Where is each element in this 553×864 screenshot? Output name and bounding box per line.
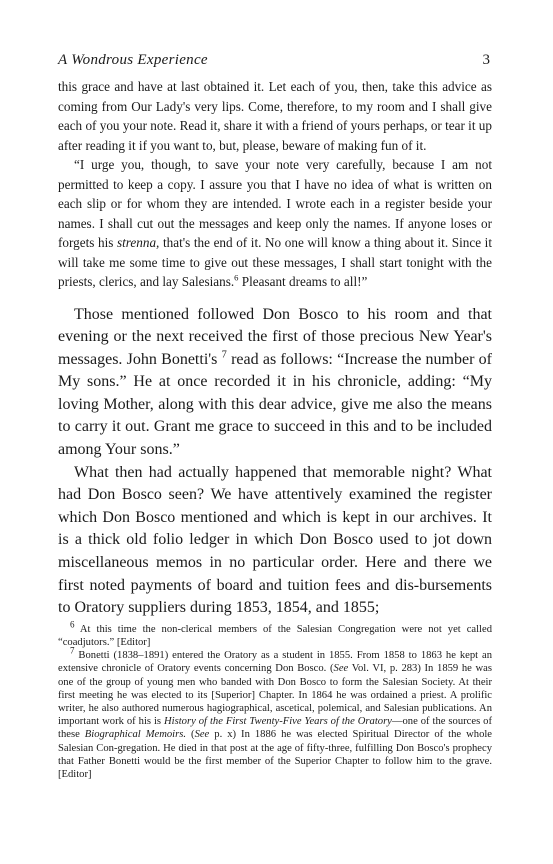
- paragraph-4: What then had actually happened that memorable night? What had Don Bosco seen? We have attentively examined the register which Don Bosco mentioned and which is kept in our archives. It is a thick old folio ledger in which Don Bosco used to jot down miscellaneous memos in no particular order. Here and there we first noted payments of board and tuition fees and dis-bursements to Oratory suppliers during 1853, 1854, and 1855;: [58, 463, 492, 617]
- running-title: A Wondrous Experience: [58, 52, 208, 68]
- book-title-history: History of the First Twenty-Five Years of the Oratory: [164, 716, 392, 728]
- paragraph-3: Those mentioned followed Don Bosco to his room and that evening or the next received the first of those precious New Year's messages. John Bonetti's $^7$ read as follows: “Increase the number of My sons.” He at once recorded it in his chronicle, adding: “My loving Mother, along with this dear advice, give me also the means to carry it out. Grant me grace to succeed in this and to be included among Your sons.”: [58, 305, 493, 459]
- footnote-7-mark: 7: [70, 645, 75, 656]
- narrative-block: [58, 304, 492, 620]
- footnote-7: $^7$ Bonetti (1838–1891) entered the Oratory as a student in 1855. From 1858 to 1863 he kept an extensive chronicle of Oratory events concerning Don Bosco. (See Vol. VI, p. 283) In 1859 he was one of the group of young men who banded with Don Bosco to form the Salesian Society. At their first meeting he was elected to its [Superior] Chapter. In 1864 he was ordained a priest. A prolific writer, he also authored numerous hagiographical, ascetical, polemical, and Salesian publications. An important work of his is History of the First Twenty-Five Years of the Oratory—one of the sources of these Biographical Memoirs. (See p. x) In 1886 he was elected Spiritual Director of the whole Salesian Con-gregation. He died in that post at the age of fifty-three, fulfilling Don Bosco's prophecy that Father Bonetti would be the first member of the Superior Chapter to follow him to the grave. [Editor]: [58, 645, 493, 781]
- footnote-6: $^6$ At this time the non-clerical members of the Salesian Congregation were not yet called “coadjutors.” [Editor]: [58, 619, 492, 649]
- running-head: [58, 52, 492, 69]
- paragraph-1: this grace and have at last obtained it. Let each of you, then, take this advice as coming from Our Lady's very lips. Come, therefore, to my room and I shall give each of you your note. Read it, share it with a friend of yours perhaps, or tear it up after reading it if you want to, but, please, beware of making fun of it.: [58, 79, 492, 153]
- quoted-speech-block: [58, 77, 492, 292]
- book-title-memoirs: Biographical Memoirs.: [84, 729, 187, 741]
- book-page: [58, 52, 492, 781]
- paragraph-2: “I urge you, though, to save your note very carefully, because I am not permitted to keep a copy. I assure you that I have no idea of what is written on each slip or for whom they are intended. I wrote each in a register beside your names. I shall cut out the messages and keep only the names. If anyone loses or forgets his strenna, that's the end of it. No one will know a thing about it. Since it will take me some time to give out these messages, I shall start tonight with the priests, clerics, and lay Salesians.$^6$ Pleasant dreams to all!”: [58, 157, 492, 289]
- footnotes: [58, 619, 493, 781]
- footnote-6-mark: 6: [70, 619, 75, 630]
- footnote-ref-7[interactable]: 7: [221, 349, 227, 361]
- footnote-ref-6[interactable]: 6: [234, 272, 239, 283]
- page-number: 3: [482, 52, 490, 68]
